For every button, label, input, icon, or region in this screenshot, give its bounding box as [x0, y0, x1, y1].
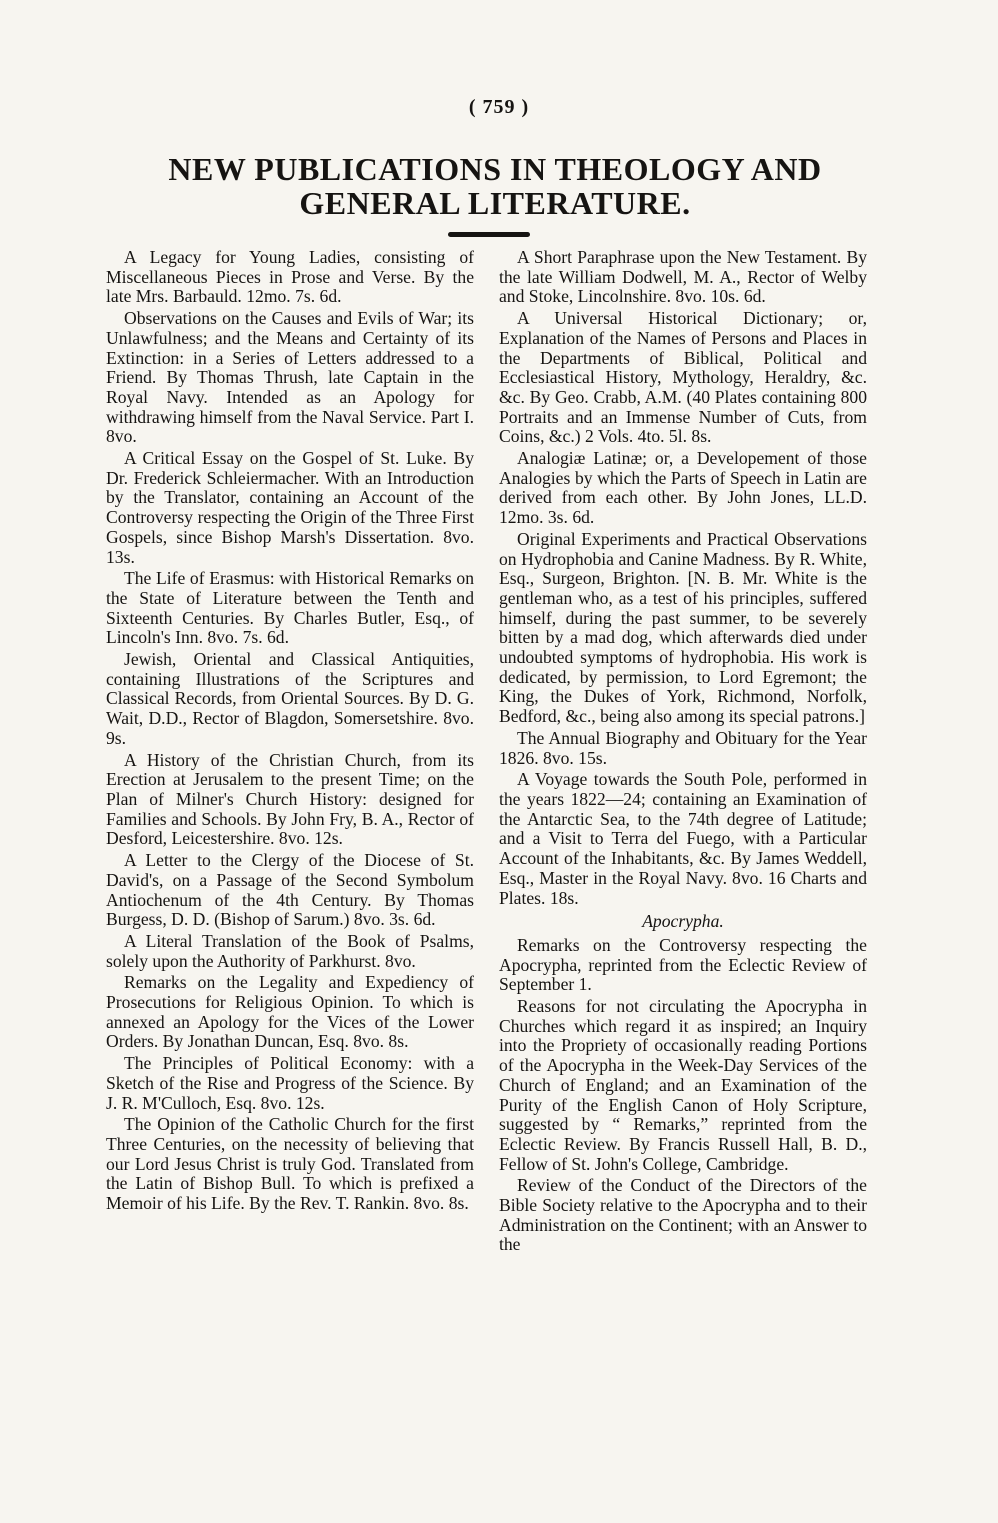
publication-entry: A Letter to the Clergy of the Diocese of St. David's, on a Passage of the Second Symbolum Antiochenum of the 4th Century. By Thomas Burgess, D. D. (Bishop of Sarum.) 8vo. 3s. 6d. [106, 850, 474, 930]
right-column [499, 248, 867, 1257]
publication-entry: A History of the Christian Church, from its Erection at Jerusalem to the present Time; on the Plan of Milner's Church History: designed for Families and Schools. By John Fry, B. A., Rector of Desford, Leicestershire. 8vo. 12s. [106, 749, 474, 849]
title-line-2: GENERAL LITERATURE. [299, 185, 691, 221]
publication-entry: Analogiæ Latinæ; or, a Developement of those Analogies by which the Parts of Speech in Latin are derived from each other. By John Jones, LL.D. 12mo. 3s. 6d. [499, 448, 867, 528]
publication-entry: A Short Paraphrase upon the New Testament. By the late William Dodwell, M. A., Rector of Welby and Stoke, Lincolnshire. 8vo. 10s. 6d. [499, 247, 867, 307]
publication-entry: A Legacy for Young Ladies, consisting of Miscellaneous Pieces in Prose and Verse. By the late Mrs. Barbauld. 12mo. 7s. 6d. [106, 247, 474, 307]
page-title [100, 152, 890, 220]
left-column [106, 248, 474, 1216]
publication-entry: The Annual Biography and Obituary for the Year 1826. 8vo. 15s. [499, 727, 867, 768]
publication-entry: A Universal Historical Dictionary; or, Explanation of the Names of Persons and Places in the Departments of Biblical, Political and Ecclesiastical History, Mythology, Heraldry, &c. &c. By Geo. Crabb, A.M. (40 Plates containing 800 Portraits and an Immense Number of Cuts, from Coins, &c.) 2 Vols. 4to. 5l. 8s. [499, 308, 867, 447]
publication-entry: Jewish, Oriental and Classical Antiquities, containing Illustrations of the Scriptures and Classical Records, from Oriental Sources. By D. G. Wait, D.D., Rector of Blagdon, Somersetshire. 8vo. 9s. [106, 649, 474, 748]
publication-entry: Remarks on the Legality and Expediency of Prosecutions for Religious Opinion. To which is annexed an Apology for the Vices of the Lower Orders. By Jonathan Duncan, Esq. 8vo. 8s. [106, 972, 474, 1052]
publication-entry: The Principles of Political Economy: with a Sketch of the Rise and Progress of the Science. By J. R. M'Culloch, Esq. 8vo. 12s. [106, 1053, 474, 1113]
publication-entry: A Literal Translation of the Book of Psalms, solely upon the Authority of Parkhurst. 8vo. [106, 930, 474, 971]
publication-entry: A Critical Essay on the Gospel of St. Luke. By Dr. Frederick Schleiermacher. With an Introduction by the Translator, containing an Account of the Controversy respecting the Origin of the Three First Gospels, since Bishop Marsh's Dissertation. 8vo. 13s. [106, 448, 474, 567]
page-folio: ( 759 ) [468, 96, 530, 118]
publication-entry: Original Experiments and Practical Observations on Hydrophobia and Canine Madness. By R. White, Esq., Surgeon, Brighton. [N. B. Mr. White is the gentleman who, as a test of his principles, suffered himself, during the past summer, to be severely bitten by a mad dog, which afterwards died under undoubted symptoms of hydrophobia. His work is dedicated, by permission, to Lord Egremont; the King, the Dukes of York, Richmond, Norfolk, Bedford, &c., being also among its special patrons.] [499, 528, 867, 727]
publication-entry: The Opinion of the Catholic Church for the first Three Centuries, on the necessity of believing that our Lord Jesus Christ is truly God. Translated from the Latin of Bishop Bull. To which is prefixed a Memoir of his Life. By the Rev. T. Rankin. 8vo. 8s. [106, 1114, 474, 1214]
publication-entry: A Voyage towards the South Pole, performed in the years 1822—24; containing an Examination of the Antarctic Sea, to the 74th degree of Latitude; and a Visit to Terra del Fuego, with a Particular Account of the Inhabitants, &c. By James Weddell, Esq., Master in the Royal Navy. 8vo. 16 Charts and Plates. 18s. [499, 769, 867, 908]
publication-entry: Observations on the Causes and Evils of War; its Unlawfulness; and the Means and Certainty of its Extinction: in a Series of Letters addressed to a Friend. By Thomas Thrush, late Captain in the Royal Navy. Intended as an Apology for withdrawing himself from the Naval Service. Part I. 8vo. [106, 308, 474, 447]
publication-entry: Reasons for not circulating the Apocrypha in Churches which regard it as inspired; an Inquiry into the Propriety of occasionally reading Portions of the Apocrypha in the Week-Day Services of the Church of England; and an Examination of the Purity of the English Canon of Holy Scripture, suggested by “ Remarks,” reprinted from the Eclectic Review. By Francis Russell Hall, B. D., Fellow of St. John's College, Cambridge. [499, 996, 867, 1174]
publication-entry: Review of the Conduct of the Directors of the Bible Society relative to the Apocrypha and to their Administration on the Continent; with an Answer to the [499, 1175, 867, 1255]
publication-entry: The Life of Erasmus: with Historical Remarks on the State of Literature between the Tenth and Sixteenth Centuries. By Charles Butler, Esq., of Lincoln's Inn. 8vo. 7s. 6d. [106, 568, 474, 648]
section-heading-apocrypha: Apocrypha. [642, 911, 724, 932]
publication-entry: Remarks on the Controversy respecting the Apocrypha, reprinted from the Eclectic Review of September 1. [499, 934, 867, 995]
title-rule [448, 232, 530, 237]
title-line-1: NEW PUBLICATIONS IN THEOLOGY AND [168, 151, 822, 187]
